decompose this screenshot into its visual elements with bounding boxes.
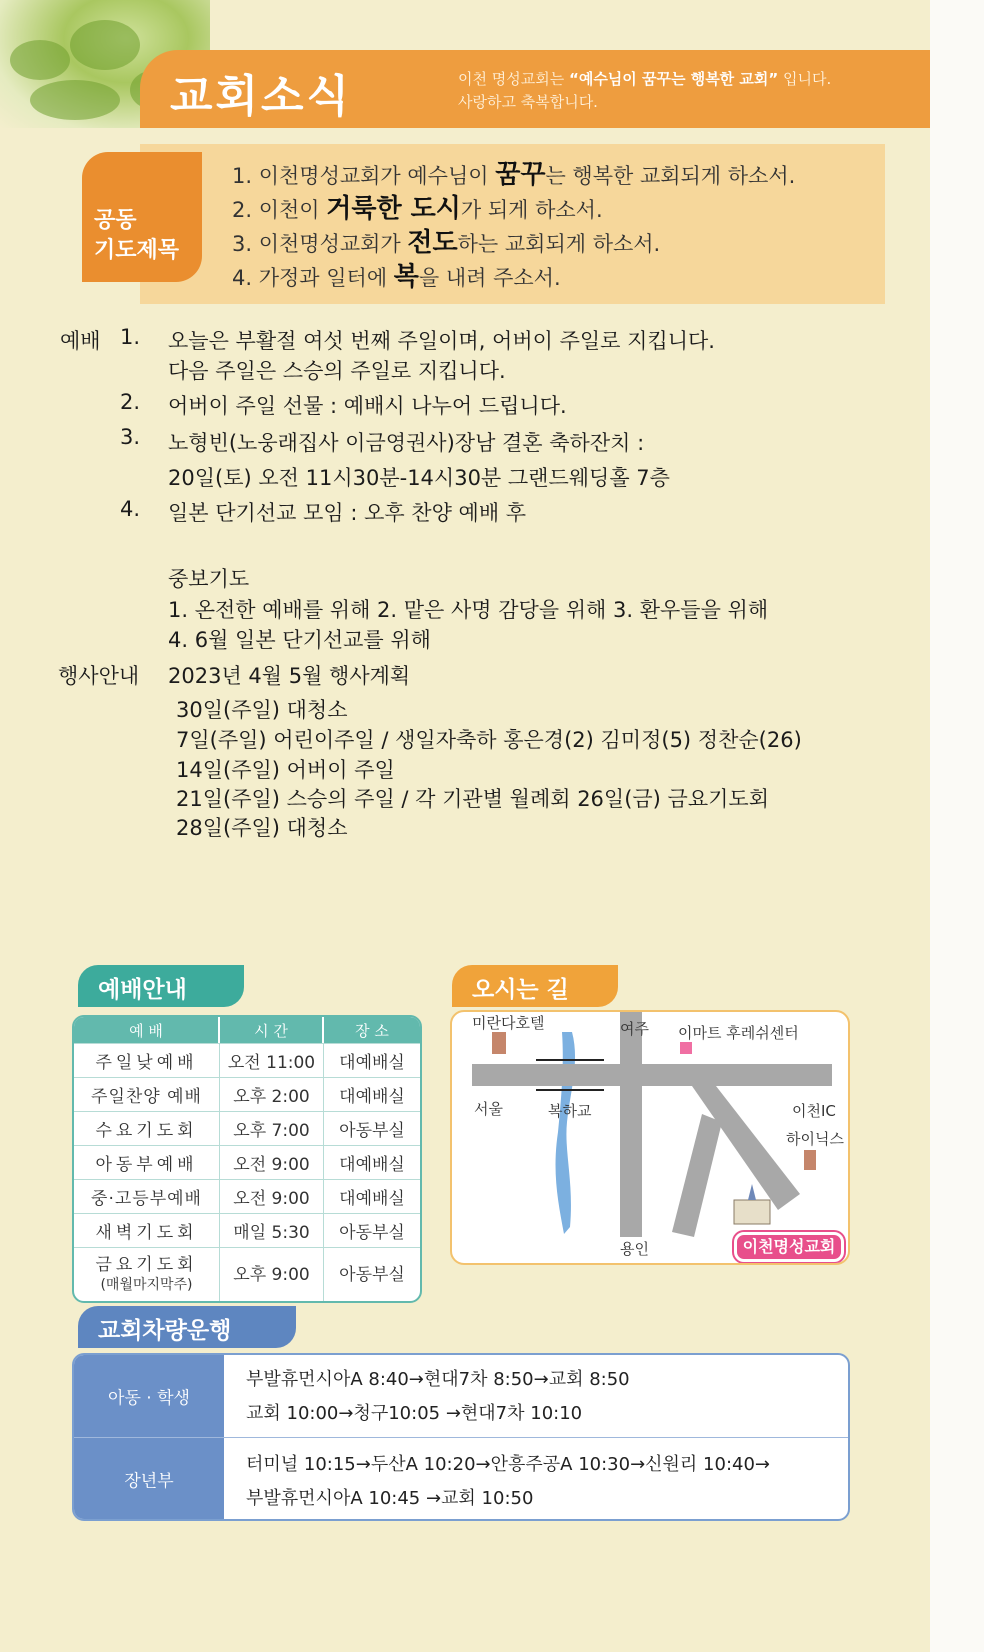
worship-section-label: 예배	[60, 329, 101, 353]
service-name: 주일찬양 예배	[74, 1077, 220, 1111]
table-row	[74, 1111, 420, 1145]
service-place: 대예배실	[324, 1179, 420, 1213]
worship-tab: 예배안내	[78, 965, 244, 1007]
service-name: 금요기도회 (매월마지막주)	[74, 1247, 220, 1301]
label-hynix: 하이닉스	[786, 1130, 844, 1148]
service-place: 아동부실	[324, 1213, 420, 1247]
events-title: 2023년 4월 5월 행사계획	[168, 664, 411, 688]
service-time: 오전 9:00	[220, 1179, 324, 1213]
notice-text: 일본 단기선교 모임 : 오후 찬양 예배 후	[168, 501, 527, 525]
label-icheon-ic: 이천IC	[792, 1102, 836, 1120]
service-name: 수요기도회	[74, 1111, 220, 1145]
notice-number: 3.	[120, 425, 141, 449]
label-yongin: 용인	[620, 1240, 649, 1258]
event-item: 30일(주일) 대청소	[176, 698, 348, 722]
service-name: 아동부예배	[74, 1145, 220, 1179]
notice-text: 어버이 주일 선물 : 예배시 나누어 드립니다.	[168, 394, 567, 418]
emart-icon	[680, 1042, 692, 1054]
events-label: 행사안내	[58, 664, 140, 688]
intercession-title: 중보기도	[168, 567, 250, 591]
table-row	[74, 1043, 420, 1077]
notice-text: 20일(토) 오전 11시30분-14시30분 그랜드웨딩홀 7층	[168, 466, 670, 490]
road-east-west	[472, 1064, 832, 1086]
vehicle-group-label: 아동 · 학생	[74, 1355, 224, 1437]
notice-text: 오늘은 부활절 여섯 번째 주일이며, 어버이 주일로 지킵니다.	[168, 329, 715, 353]
service-time: 오후 7:00	[220, 1111, 324, 1145]
header-subtitle: 이천 명성교회는 “예수님이 꿈꾸는 행복한 교회” 입니다. 사랑하고 축복합니다.	[458, 70, 832, 111]
hotel-icon	[492, 1032, 506, 1054]
notice-number: 1.	[120, 325, 141, 349]
vehicle-row	[74, 1355, 850, 1437]
label-yeoju: 여주	[620, 1020, 649, 1038]
label-seoul: 서울	[474, 1100, 503, 1118]
table-row	[74, 1179, 420, 1213]
page-title: 교회소식	[170, 71, 353, 122]
event-item: 21일(주일) 스승의 주일 / 각 기관별 월례회 26일(금) 금요기도회	[176, 787, 769, 811]
vehicle-tab: 교회차량운행	[78, 1306, 296, 1348]
service-time: 오후 9:00	[220, 1247, 324, 1301]
prayer-item: 3. 이천명성교회가 전도하는 교회되게 하소서.	[232, 228, 661, 258]
prayer-item: 1. 이천명성교회가 예수님이 꿈꾸는 행복한 교회되게 하소서.	[232, 160, 796, 190]
vehicle-row	[74, 1437, 850, 1519]
worship-table	[72, 1015, 422, 1303]
route-line: 터미널 10:15→두산A 10:20→안흥주공A 10:30→신원리 10:40→	[246, 1454, 770, 1475]
service-name: 새벽기도회	[74, 1213, 220, 1247]
table-header-row	[74, 1017, 420, 1043]
service-time: 오전 9:00	[220, 1145, 324, 1179]
river	[556, 1032, 576, 1234]
label-bokha-bridge: 복하교	[548, 1102, 592, 1120]
table-row	[74, 1077, 420, 1111]
notice-number: 4.	[120, 497, 141, 521]
label-emart: 이마트 후레쉬센터	[678, 1024, 799, 1042]
label-miranda-hotel: 미란다호텔	[472, 1014, 545, 1032]
event-item: 28일(주일) 대청소	[176, 816, 348, 840]
directions-map	[450, 1010, 850, 1265]
prayer-list	[232, 158, 795, 294]
event-item: 7일(주일) 어린이주일 / 생일자축하 홍은경(2) 김미정(5) 정찬순(26)	[176, 728, 802, 752]
church-badge: 이천명성교회	[734, 1232, 844, 1262]
event-item: 14일(주일) 어버이 주일	[176, 758, 395, 782]
road-diagonal-south	[672, 1114, 722, 1237]
column-header: 예 배	[74, 1017, 220, 1043]
route-line: 부발휴먼시아A 10:45 →교회 10:50	[246, 1488, 534, 1509]
route-line: 교회 10:00→청구10:05 →현대7차 10:10	[246, 1403, 583, 1424]
vehicle-group-label: 장년부	[74, 1438, 224, 1519]
prayer-item: 4. 가정과 일터에 복을 내려 주소서.	[232, 262, 561, 292]
service-time: 오후 2:00	[220, 1077, 324, 1111]
service-time: 오전 11:00	[220, 1043, 324, 1077]
service-place: 아동부실	[324, 1247, 420, 1301]
vehicle-schedule	[72, 1353, 850, 1521]
prayer-tag: 공동 기도제목	[82, 152, 202, 282]
prayer-item: 2. 이천이 거룩한 도시가 되게 하소서.	[232, 194, 603, 224]
service-place: 대예배실	[324, 1043, 420, 1077]
table-row	[74, 1145, 420, 1179]
service-place: 아동부실	[324, 1111, 420, 1145]
notice-number: 2.	[120, 390, 141, 414]
hynix-icon	[804, 1150, 816, 1170]
service-place: 대예배실	[324, 1077, 420, 1111]
notice-text: 다음 주일은 스승의 주일로 지킵니다.	[168, 359, 506, 383]
table-row	[74, 1247, 420, 1301]
column-header: 장 소	[324, 1017, 420, 1043]
service-place: 대예배실	[324, 1145, 420, 1179]
intercession-line: 1. 온전한 예배를 위해 2. 맡은 사명 감당을 위해 3. 환우들을 위해	[168, 598, 769, 622]
service-name-note: (매월마지막주)	[100, 1276, 193, 1293]
service-name: 주일낮예배	[74, 1043, 220, 1077]
page-margin	[930, 0, 984, 1652]
column-header: 시 간	[220, 1017, 324, 1043]
table-row	[74, 1213, 420, 1247]
notice-text: 노형빈(노웅래집사 이금영권사)장남 결혼 축하잔치 :	[168, 431, 645, 455]
route-line: 부발휴먼시아A 8:40→현대7차 8:50→교회 8:50	[246, 1369, 630, 1390]
road-north-south	[620, 1012, 642, 1237]
service-time: 매일 5:30	[220, 1213, 324, 1247]
directions-tab: 오시는 길	[452, 965, 618, 1007]
intercession-line: 4. 6월 일본 단기선교를 위해	[168, 628, 431, 652]
service-name: 중·고등부예배	[74, 1179, 220, 1213]
